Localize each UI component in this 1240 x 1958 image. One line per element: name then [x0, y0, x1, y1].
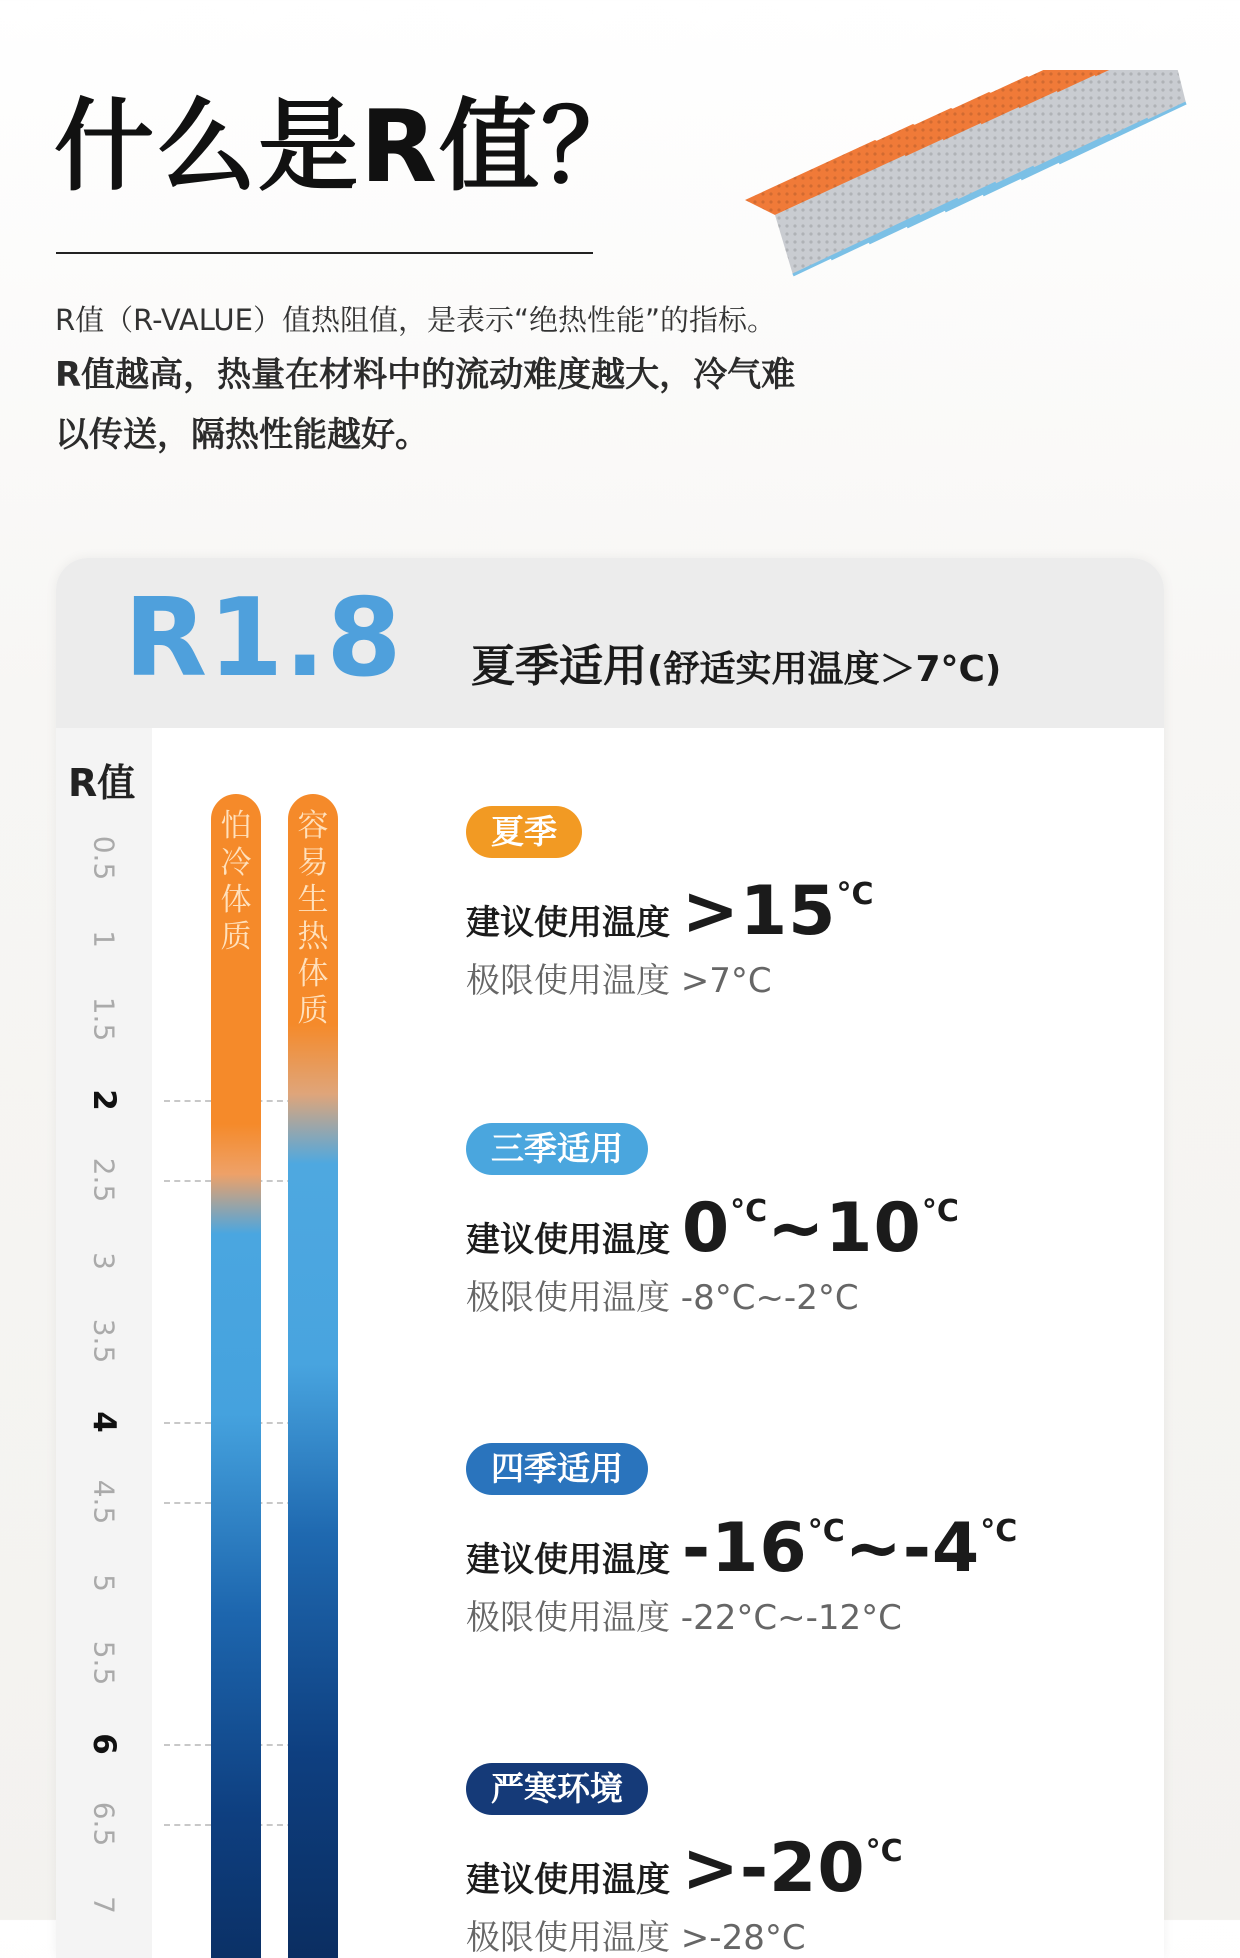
- scale-tick: 4.5: [87, 1479, 121, 1525]
- temp-value: >15: [681, 872, 837, 951]
- recommended-label: 建议使用温度: [466, 903, 670, 943]
- season-heading: [471, 630, 1001, 694]
- recommended-label: 建议使用温度: [466, 1860, 670, 1900]
- scale-tick: 3: [87, 1251, 121, 1270]
- degree-unit: °C: [807, 1514, 845, 1549]
- limit-temp: 极限使用温度 -8°C~-2°C: [466, 1278, 859, 1318]
- r-value-scale: [56, 728, 152, 1958]
- heat-prone-label: 容 易 生 热 体 质: [297, 808, 329, 1029]
- recommended-temp: [466, 1189, 959, 1268]
- degree-unit: °C: [730, 1194, 768, 1229]
- r-value-description: [55, 296, 955, 464]
- cold-sensitive-bar: [211, 794, 261, 1958]
- category-pill: 四季适用: [466, 1443, 648, 1495]
- temp-value: >-20: [681, 1829, 866, 1908]
- recommended-label: 建议使用温度: [466, 1220, 670, 1260]
- category-pill: 夏季: [466, 806, 582, 858]
- temp-value: 0: [681, 1189, 731, 1268]
- season-label: 夏季适用: [471, 641, 647, 692]
- title-divider: [56, 252, 593, 254]
- category-summer: [466, 806, 873, 1002]
- scale-tick: 0.5: [87, 835, 121, 881]
- page-title: 什么是R值？: [54, 88, 644, 205]
- recommended-temp: [466, 1509, 1017, 1588]
- limit-temp: 极限使用温度 -22°C~-12°C: [466, 1598, 902, 1638]
- scale-title: R值: [68, 761, 136, 805]
- scale-tick: 7: [87, 1895, 121, 1914]
- intro-line-2: R值越高，热量在材料中的流动难度越大，冷气难: [55, 355, 796, 395]
- intro-line-3: 以传送，隔热性能越好。: [55, 415, 429, 455]
- degree-unit-2: °C: [921, 1194, 959, 1229]
- temp-value-2: ~10: [767, 1189, 922, 1268]
- cold-sensitive-label: 怕 冷 体 质: [220, 808, 252, 955]
- scale-tick: 5: [87, 1573, 121, 1592]
- temp-value-2: ~-4: [844, 1509, 981, 1588]
- limit-temp: 极限使用温度 >-28°C: [466, 1918, 806, 1958]
- scale-tick: 6: [86, 1732, 122, 1755]
- scale-tick: 2.5: [87, 1157, 121, 1203]
- limit-temp: 极限使用温度 >7°C: [466, 961, 772, 1001]
- r-value-number: R1.8: [124, 576, 403, 701]
- degree-unit: °C: [836, 877, 874, 912]
- degree-unit-2: °C: [980, 1514, 1018, 1549]
- category-extreme-cold: [466, 1763, 903, 1958]
- degree-unit: °C: [865, 1834, 903, 1869]
- recommended-temp: [466, 872, 873, 951]
- category-pill: 三季适用: [466, 1123, 648, 1175]
- r-value-card: [56, 558, 1164, 1958]
- scale-tick: 6.5: [87, 1801, 121, 1847]
- category-three-season: [466, 1123, 959, 1319]
- scale-tick: 1.5: [87, 996, 121, 1042]
- season-note: (舒适实用温度＞7°C): [647, 649, 1002, 690]
- recommended-label: 建议使用温度: [466, 1540, 670, 1580]
- scale-tick: 1: [87, 929, 121, 948]
- heat-prone-bar: [288, 794, 338, 1958]
- intro-line-1: R值（R-VALUE）值热阻值，是表示“绝热性能”的指标。: [55, 303, 777, 337]
- temp-value: -16: [681, 1509, 808, 1588]
- sleeping-mat-image: [735, 70, 1195, 310]
- scale-tick: 2: [86, 1088, 122, 1111]
- recommended-temp: [466, 1829, 903, 1908]
- category-four-season: [466, 1443, 1017, 1639]
- category-pill: 严寒环境: [466, 1763, 648, 1815]
- scale-tick: 3.5: [87, 1318, 121, 1364]
- card-header: [56, 558, 1164, 728]
- scale-tick: 4: [86, 1410, 122, 1433]
- scale-tick: 5.5: [87, 1640, 121, 1686]
